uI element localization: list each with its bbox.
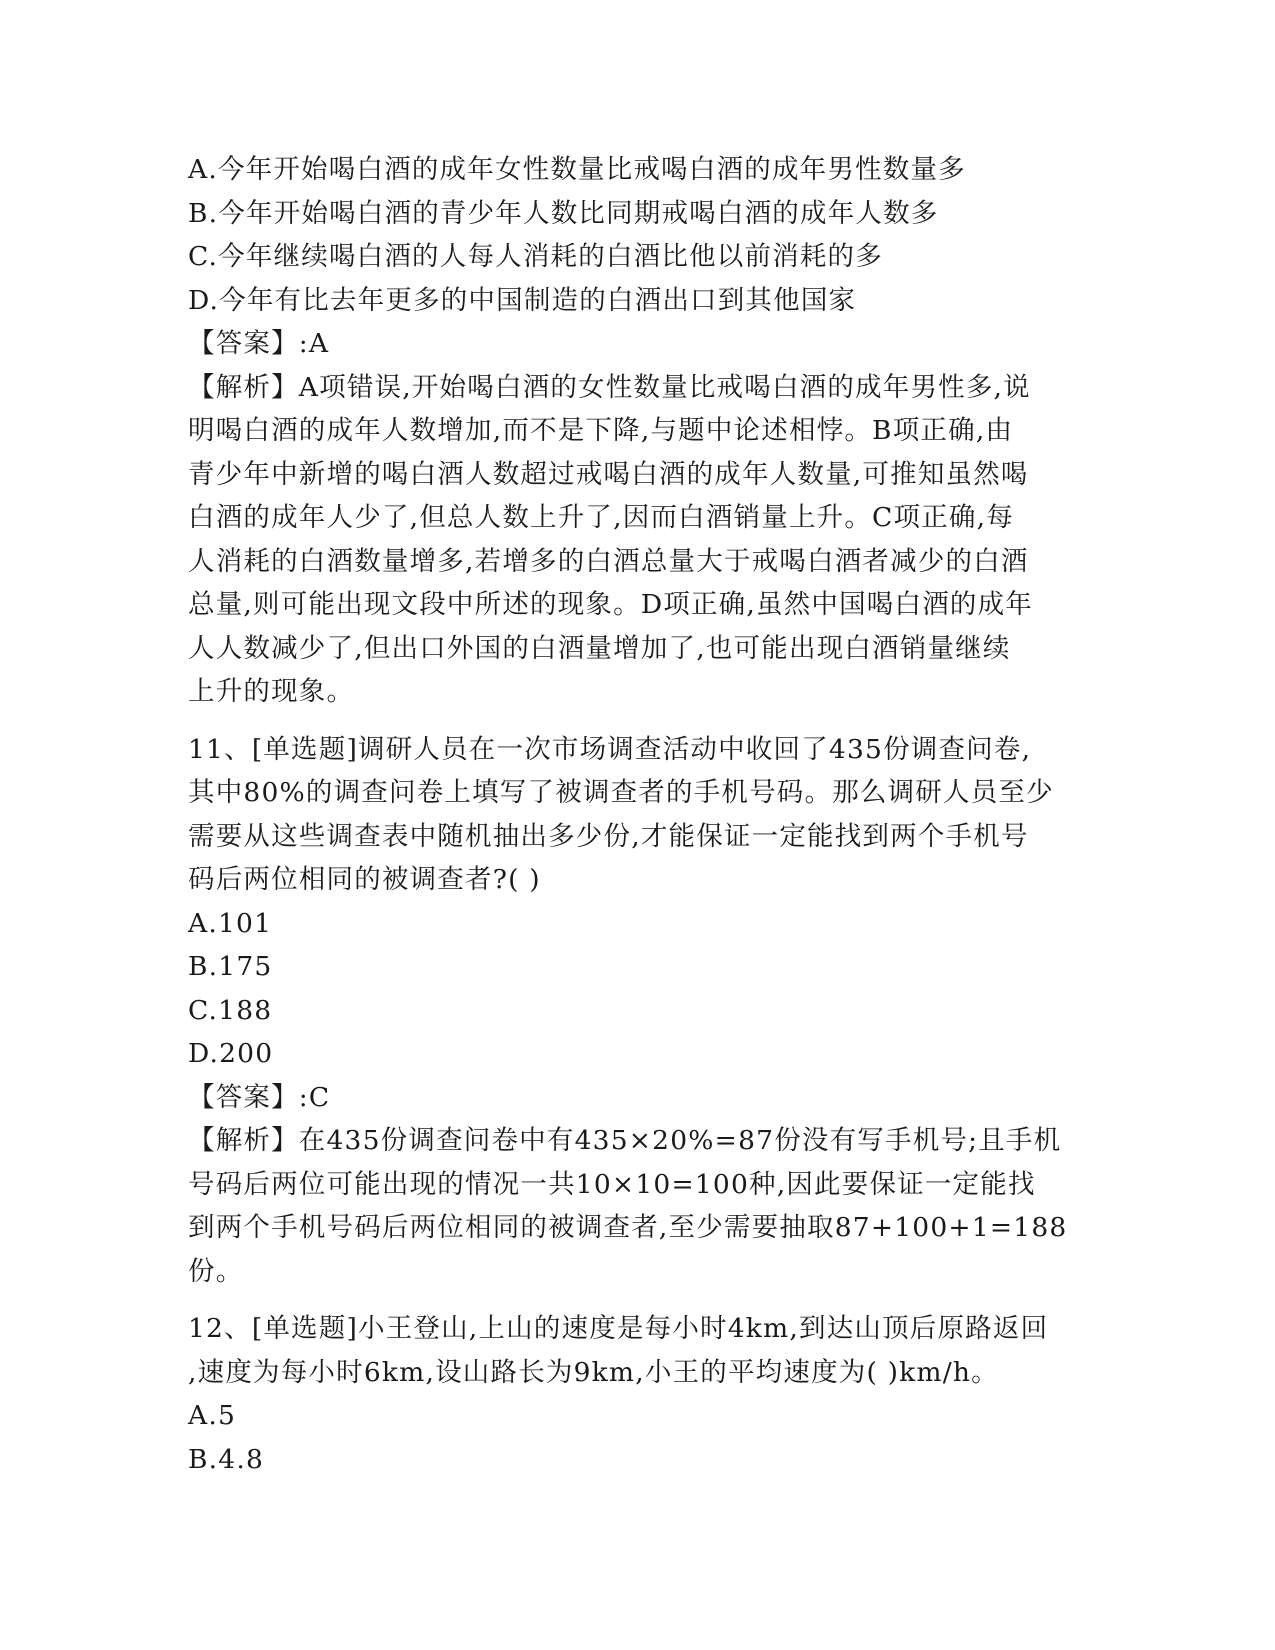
question-11 bbox=[188, 728, 1088, 1294]
option-a: A.101 bbox=[188, 907, 273, 939]
answer-line: 【答案】:C bbox=[188, 1081, 331, 1113]
analysis-line: 到两个手机号码后两位相同的被调查者,至少需要抽取87+100+1=188 bbox=[188, 1212, 1068, 1243]
analysis-line: 份。 bbox=[188, 1255, 244, 1287]
question-stem-line: 码后两位相同的被调查者?( ) bbox=[188, 864, 541, 895]
document-content bbox=[188, 148, 1088, 1481]
option-c: C.188 bbox=[188, 994, 273, 1026]
option-c: C.今年继续喝白酒的人每人消耗的白酒比他以前消耗的多 bbox=[188, 241, 883, 272]
analysis-line: 青少年中新增的喝白酒人数超过戒喝白酒的成年人数量,可推知虽然喝 bbox=[188, 458, 1029, 490]
option-a: A.今年开始喝白酒的成年女性数量比戒喝白酒的成年男性数量多 bbox=[188, 154, 966, 185]
question-stem-line: 12、[单选题]小王登山,上山的速度是每小时4km,到达山顶后原路返回 bbox=[188, 1313, 1049, 1344]
question-stem-line: 其中80%的调查问卷上填写了被调查者的手机号码。那么调研人员至少 bbox=[188, 777, 1054, 808]
analysis-line: 总量,则可能出现文段中所述的现象。D项正确,虽然中国喝白酒的成年 bbox=[188, 589, 1033, 620]
spacer bbox=[188, 1293, 1088, 1307]
question-stem-line: 需要从这些调查表中随机抽出多少份,才能保证一定能找到两个手机号 bbox=[188, 820, 1029, 852]
analysis-line: 号码后两位可能出现的情况一共10×10=100种,因此要保证一定能找 bbox=[188, 1168, 1036, 1200]
analysis-line: 人人数减少了,但出口外国的白酒量增加了,也可能出现白酒销量继续 bbox=[188, 632, 1011, 664]
option-b: B.4.8 bbox=[188, 1443, 265, 1475]
question-12 bbox=[188, 1307, 1088, 1481]
analysis-block bbox=[188, 1119, 1088, 1293]
option-d: D.200 bbox=[188, 1038, 274, 1069]
question-stem-line: ,速度为每小时6km,设山路长为9km,小王的平均速度为( )km/h。 bbox=[188, 1356, 999, 1388]
option-d: D.今年有比去年更多的中国制造的白酒出口到其他国家 bbox=[188, 284, 857, 316]
analysis-line: 人消耗的白酒数量增多,若增多的白酒总量大于戒喝白酒者减少的白酒 bbox=[188, 545, 1029, 577]
analysis-line: 上升的现象。 bbox=[188, 676, 355, 707]
spacer bbox=[188, 714, 1088, 728]
answer-line: 【答案】:A bbox=[188, 328, 330, 359]
option-b: B.今年开始喝白酒的青少年人数比同期戒喝白酒的成年人数多 bbox=[188, 197, 939, 229]
option-a: A.5 bbox=[188, 1400, 237, 1431]
analysis-line: 白酒的成年人少了,但总人数上升了,因而白酒销量上升。C项正确,每 bbox=[188, 502, 1014, 533]
option-b: B.175 bbox=[188, 951, 273, 982]
analysis-line: 【解析】在435份调查问卷中有435×20%=87份没有写手机号;且手机 bbox=[188, 1125, 1062, 1156]
analysis-line: 明喝白酒的成年人数增加,而不是下降,与题中论述相悖。B项正确,由 bbox=[188, 415, 1014, 446]
analysis-block bbox=[188, 366, 1088, 714]
question-stem-line: 11、[单选题]调研人员在一次市场调查活动中收回了435份调查问卷, bbox=[188, 733, 1032, 765]
analysis-line: 【解析】A项错误,开始喝白酒的女性数量比戒喝白酒的成年男性多,说 bbox=[188, 371, 1031, 403]
question-10 bbox=[188, 148, 1088, 714]
